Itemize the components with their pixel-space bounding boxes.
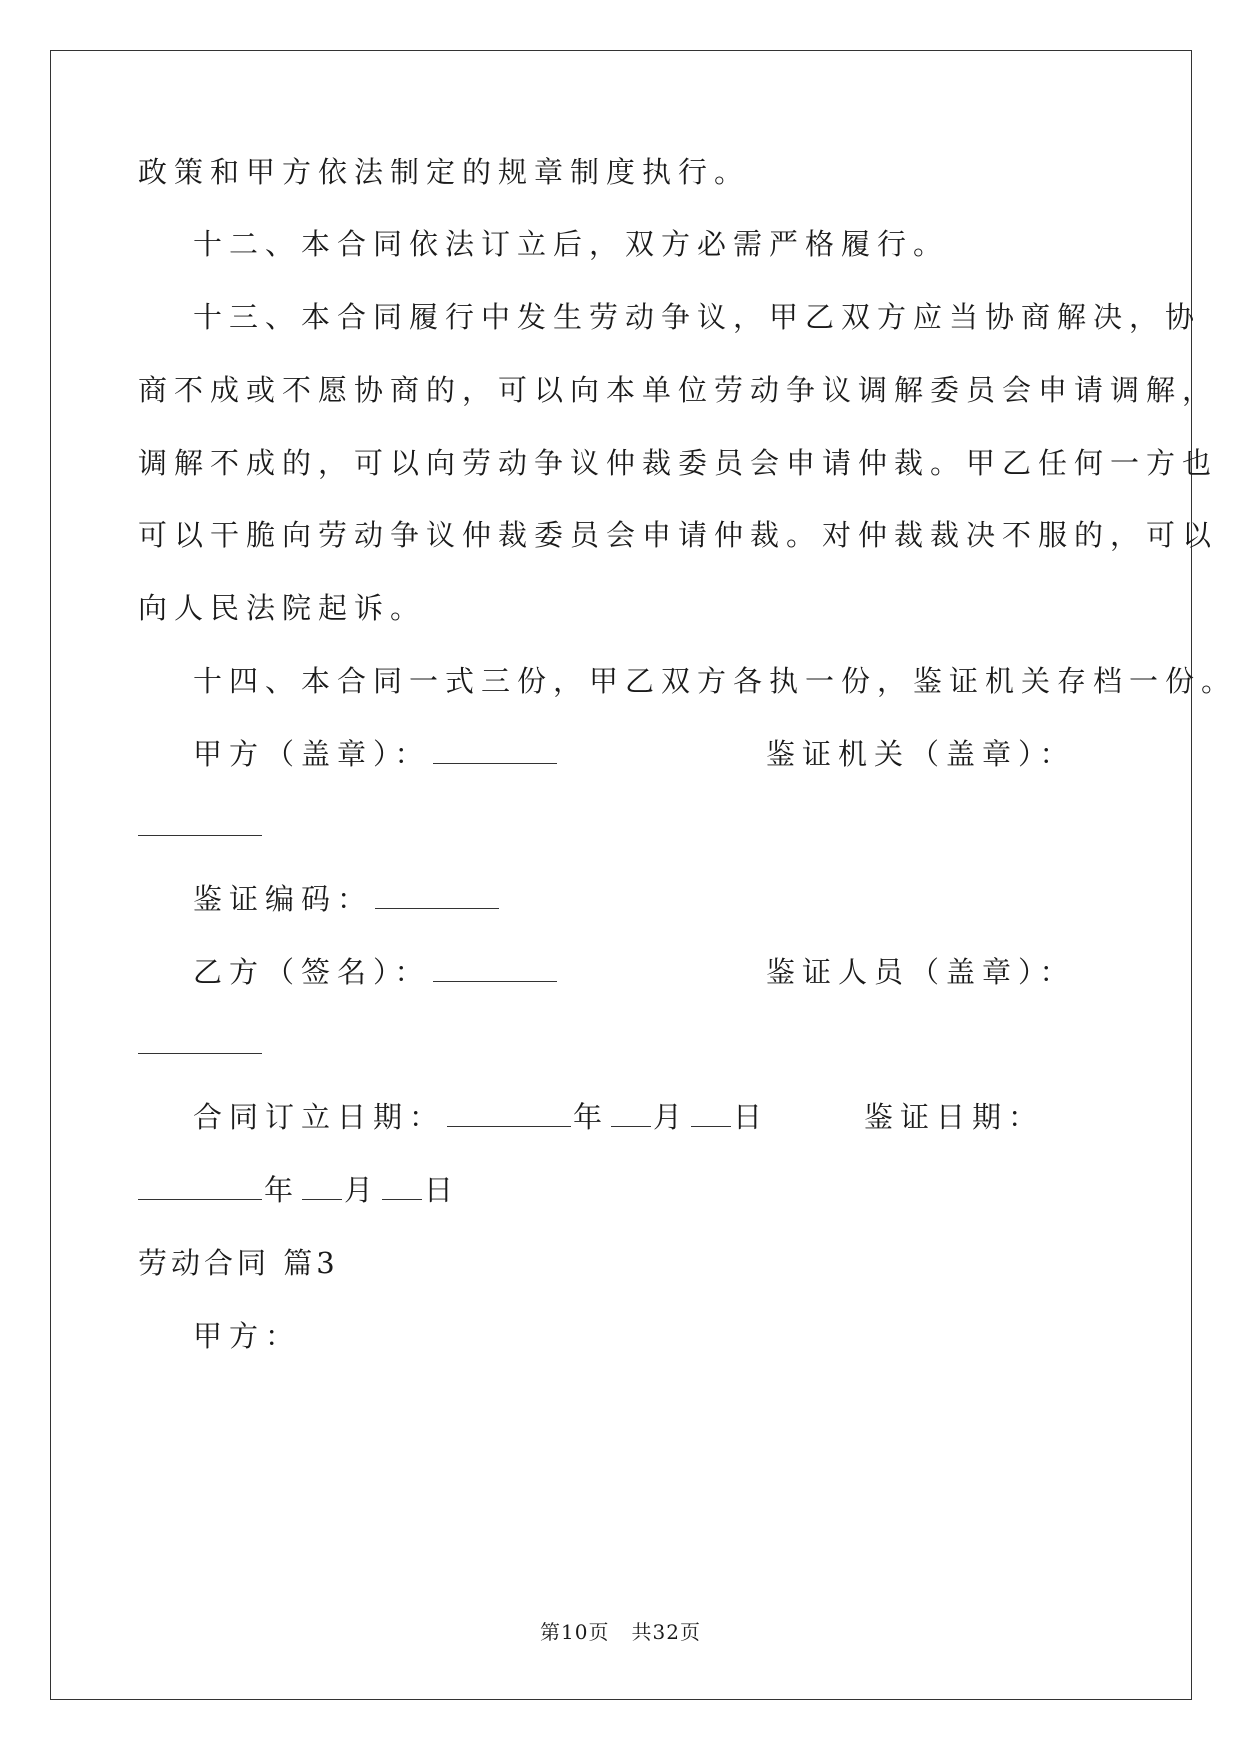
year-text: 年 bbox=[573, 1100, 610, 1134]
cert-year-blank bbox=[138, 1177, 262, 1200]
cert-date-row bbox=[136, 1173, 461, 1207]
month-text: 月 bbox=[653, 1100, 690, 1134]
cert-code-row bbox=[193, 882, 501, 916]
party-a-blank bbox=[433, 741, 557, 764]
paragraph-line: 政策和甲方依法制定的规章制度执行。 bbox=[138, 155, 751, 189]
cert-code-blank bbox=[375, 886, 499, 909]
month-text: 月 bbox=[344, 1173, 381, 1207]
page-border bbox=[50, 50, 1192, 1700]
page-number: 第10页 bbox=[540, 1620, 610, 1644]
sign-date-label: 合同订立日期： bbox=[193, 1100, 446, 1134]
clause-13-line-1: 十三、本合同履行中发生劳动争议，甲乙双方应当协商解决，协 bbox=[193, 300, 1202, 334]
party-a-label: 甲方（盖章）： bbox=[193, 737, 431, 771]
clause-13-line-2: 商不成或不愿协商的，可以向本单位劳动争议调解委员会申请调解， bbox=[138, 373, 1219, 407]
page-total: 共32页 bbox=[631, 1620, 701, 1644]
sign-month-blank bbox=[611, 1104, 651, 1127]
authority-blank bbox=[138, 813, 262, 836]
party-b-signature-row bbox=[193, 955, 559, 989]
certifier-blank bbox=[138, 1031, 262, 1054]
clause-14: 十四、本合同一式三份，甲乙双方各执一份，鉴证机关存档一份。 bbox=[193, 664, 1238, 698]
clause-13-line-4: 可以干脆向劳动争议仲裁委员会申请仲裁。对仲裁裁决不服的，可以 bbox=[138, 518, 1219, 552]
certifier-label: 鉴证人员（盖章）： bbox=[766, 955, 1076, 989]
sign-year-blank bbox=[447, 1104, 571, 1127]
section-title: 劳动合同 篇3 bbox=[138, 1246, 339, 1280]
party-a-intro: 甲方： bbox=[193, 1319, 302, 1353]
day-text: 日 bbox=[424, 1173, 461, 1207]
year-text: 年 bbox=[264, 1173, 301, 1207]
clause-13-line-3: 调解不成的，可以向劳动争议仲裁委员会申请仲裁。甲乙任何一方也 bbox=[138, 446, 1219, 480]
party-b-blank bbox=[433, 959, 557, 982]
sign-day-blank bbox=[691, 1104, 731, 1127]
cert-date-label: 鉴证日期： bbox=[864, 1100, 1045, 1134]
clause-13-line-5: 向人民法院起诉。 bbox=[138, 591, 427, 625]
authority-blank-row bbox=[136, 812, 264, 841]
page-footer bbox=[0, 1622, 1241, 1642]
clause-12: 十二、本合同依法订立后，双方必需严格履行。 bbox=[193, 227, 950, 261]
day-text: 日 bbox=[733, 1100, 770, 1134]
party-a-signature-row bbox=[193, 737, 559, 771]
cert-month-blank bbox=[302, 1177, 342, 1200]
cert-code-label: 鉴证编码： bbox=[193, 882, 374, 916]
authority-label: 鉴证机关（盖章）： bbox=[766, 737, 1076, 771]
certifier-blank-row bbox=[136, 1030, 264, 1059]
party-b-label: 乙方（签名）： bbox=[193, 955, 431, 989]
sign-date-row bbox=[193, 1100, 770, 1134]
cert-day-blank bbox=[382, 1177, 422, 1200]
